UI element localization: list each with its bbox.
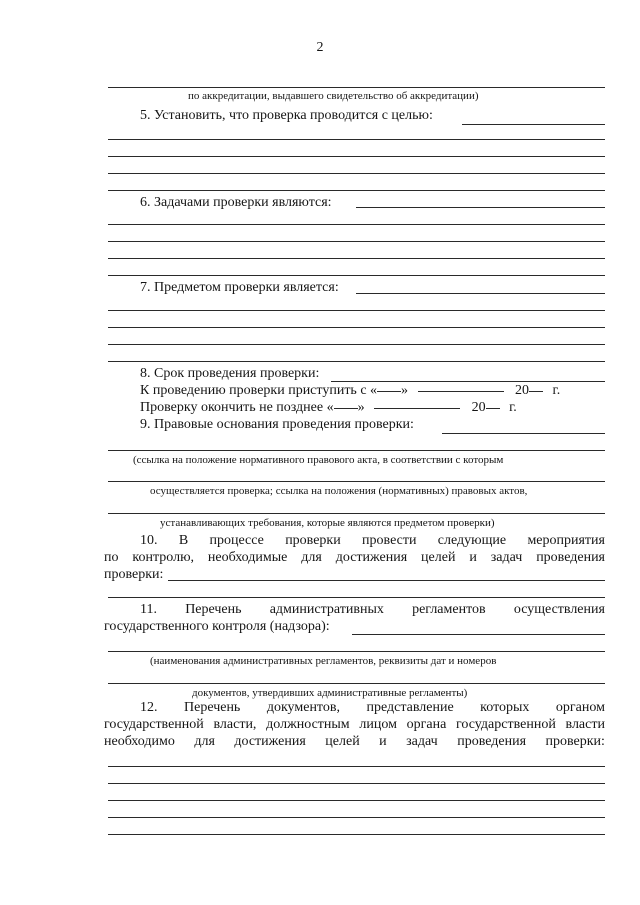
year-prefix: 20	[471, 400, 486, 415]
section-8-label: 8. Срок проведения проверки:	[140, 366, 320, 381]
fill-line	[108, 87, 605, 88]
section-6-label: 6. Задачами проверки являются:	[140, 195, 332, 210]
fill-line	[108, 513, 605, 514]
section-10-line-3: проверки:	[104, 567, 164, 582]
section-9-label: 9. Правовые основания проведения проверки:	[140, 417, 414, 432]
fill-line	[108, 275, 605, 276]
day-blank	[334, 408, 358, 409]
fill-line	[108, 139, 605, 140]
month-blank	[374, 408, 460, 409]
caption-legal-1: (ссылка на положение нормативного правового акта, в соответствии с которым	[133, 454, 504, 466]
fill-line	[108, 683, 605, 684]
fill-line	[108, 651, 605, 652]
year-blank	[529, 391, 543, 392]
fill-line	[108, 190, 605, 191]
page-number: 2	[316, 40, 324, 55]
year-blank	[486, 408, 500, 409]
caption-legal-2: осуществляется проверка; ссылка на положения (нормативных) правовых актов,	[150, 485, 528, 497]
section-7-label: 7. Предметом проверки является:	[140, 280, 339, 295]
day-blank	[377, 391, 401, 392]
section-12-line-3: необходимо для достижения целей и задач проведения проверки:	[104, 734, 605, 749]
fill-line	[462, 124, 605, 125]
fill-line	[108, 450, 605, 451]
fill-line	[108, 344, 605, 345]
fill-line	[108, 173, 605, 174]
fill-line	[331, 381, 605, 382]
caption-regs-2: документов, утвердивших административные регламенты)	[192, 687, 468, 699]
start-date-prefix: К проведению проверки приступить с «	[140, 383, 378, 398]
section-11-line-1: 11. Перечень административных регламентов осуществления	[140, 602, 605, 617]
fill-line	[108, 481, 605, 482]
section-10-line-1: 10. В процессе проверки провести следующие мероприятия	[140, 533, 605, 548]
year-prefix: 20	[515, 383, 530, 398]
fill-line	[108, 361, 605, 362]
fill-line	[108, 310, 605, 311]
section-5-label: 5. Установить, что проверка проводится с целью:	[140, 108, 433, 123]
fill-line	[108, 783, 605, 784]
fill-line	[108, 766, 605, 767]
fill-line	[108, 817, 605, 818]
month-blank	[418, 391, 504, 392]
caption-regs-1: (наименования административных регламентов, реквизиты дат и номеров	[150, 655, 497, 667]
fill-line	[356, 293, 605, 294]
fill-line	[108, 327, 605, 328]
fill-line	[108, 597, 605, 598]
fill-line	[168, 580, 605, 581]
caption-legal-3: устанавливающих требования, которые являются предметом проверки)	[160, 517, 495, 529]
section-12-line-1: 12. Перечень документов, представление которых органом	[140, 700, 605, 715]
fill-line	[108, 800, 605, 801]
fill-line	[108, 258, 605, 259]
section-11-line-2: государственного контроля (надзора):	[104, 619, 330, 634]
end-date-prefix: Проверку окончить не позднее «	[140, 400, 334, 415]
fill-line	[108, 834, 605, 835]
fill-line	[352, 634, 605, 635]
fill-line	[356, 207, 605, 208]
fill-line	[108, 241, 605, 242]
fill-line	[108, 156, 605, 157]
fill-line	[108, 224, 605, 225]
end-date-line: Проверку окончить не позднее « » 20 г.	[140, 400, 517, 415]
fill-line	[442, 433, 605, 434]
caption-accreditation: по аккредитации, выдавшего свидетельство об аккредитации)	[188, 90, 479, 102]
section-10-line-2: по контролю, необходимые для достижения целей и задач проведения	[104, 550, 605, 565]
section-12-line-2: государственной власти, должностным лицом органа государственной власти	[104, 717, 605, 732]
start-date-line: К проведению проверки приступить с « » 20 г.	[140, 383, 561, 398]
